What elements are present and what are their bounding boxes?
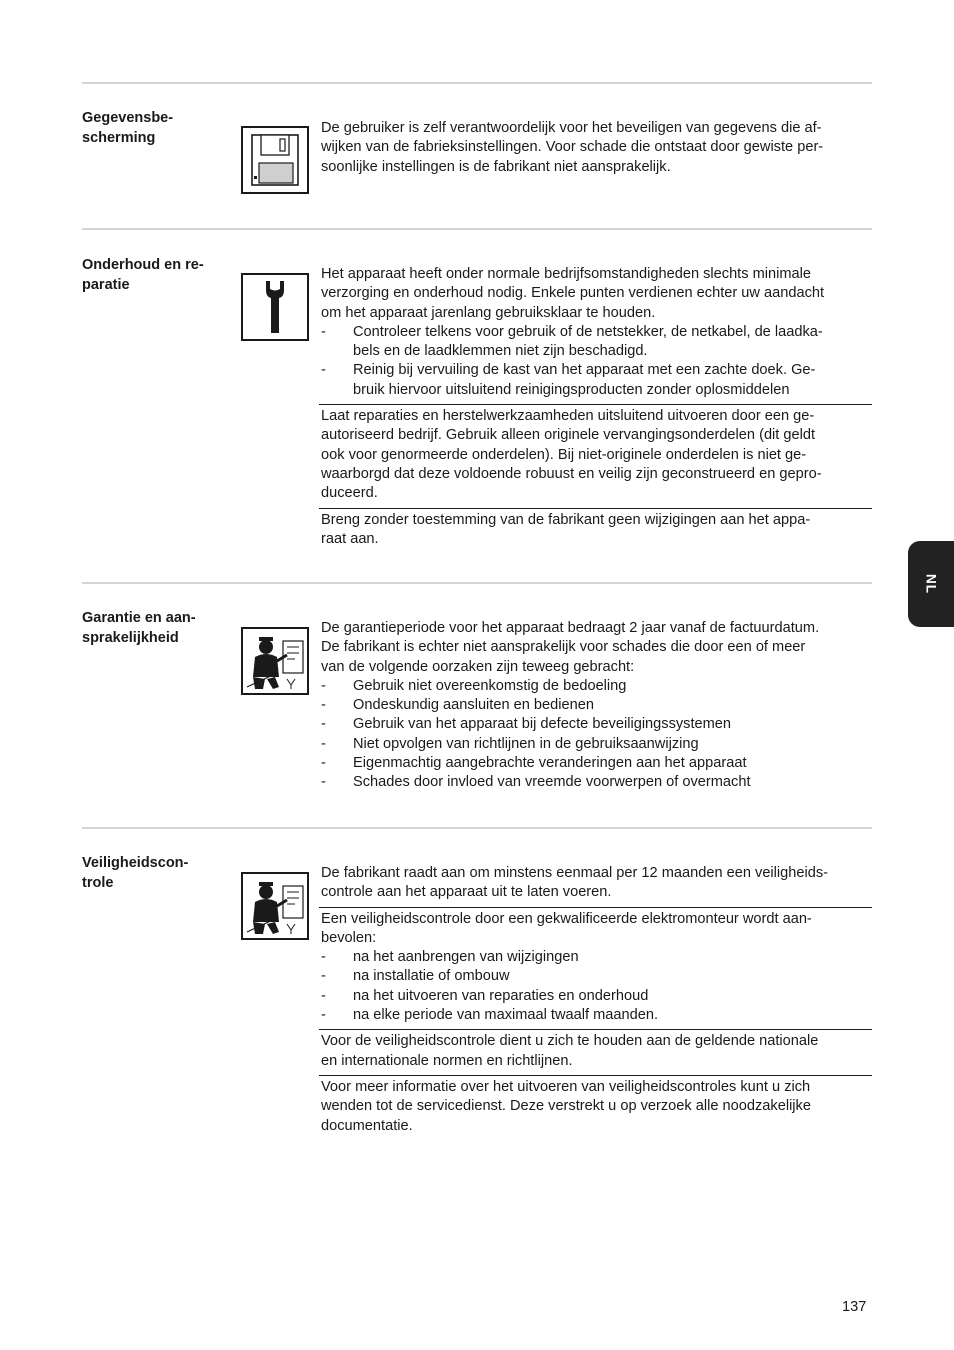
list-item: - na installatie of ombouw (321, 968, 510, 985)
list-item: - Ondeskundig aansluiten en bedienen (321, 697, 594, 714)
paragraph: Het apparaat heeft onder normale bedrijfsomstandigheden slechts minimale verzorging en onderhoud nodig. Enkele punten verdienen echter uw aandacht om het apparaat jarenlang gebruiksklaar te houden. - Controleer telkens voor gebruik of de netstekker, de netkabel, de laadka- bels en de laadklemmen niet zijn beschadigd. - Reinig bij vervuiling de kast van het apparaat met een zachte doek. Ge- bruik hiervoor uitsluitend reinigingsproducten zonder oplosmiddelen (319, 265, 872, 400)
paragraph: Voor de veiligheidscontrole dient u zich te houden aan de geldende nationale en internationale normen en richtlijnen. (319, 1029, 872, 1071)
section-heading-warranty: Garantie en aan- sprakelijkheid (82, 610, 196, 646)
section-body-warranty (319, 619, 872, 793)
section-heading-data-protection: Gegevensbe- scherming (82, 110, 174, 146)
section-body-data-protection (319, 119, 872, 177)
list-item: - Gebruik van het apparaat bij defecte beveiligingssystemen (321, 716, 732, 733)
list-item: - Reinig bij vervuiling de kast van het apparaat met een zachte doek. Ge- bruik hiervoor uitsluitend reinigingsproducten zonder oplosmiddelen (321, 362, 816, 398)
paragraph: De garantieperiode voor het apparaat bedraagt 2 jaar vanaf de factuurdatum. De fabrikant is echter niet aansprakelijk voor schades die door een of meer van de volgende oorzaken zijn teweeg gebracht: - Gebruik niet overeenkomstig de bedoeling - Ondeskundig aansluiten en bedienen - Gebruik van het apparaat bij defecte beveiligingssystemen - Niet opvolgen van richtlijnen in de gebruiksaanwijzing - Eigenmachtig aangebrachte veranderingen aan het apparaat - Schades door invloed van vreemde voorwerpen of overmacht (319, 619, 872, 793)
list-item: - na het aanbrengen van wijzigingen (321, 949, 579, 966)
list-item: - Niet opvolgen van richtlijnen in de gebruiksaanwijzing (321, 735, 699, 752)
section-heading-safety-inspection: Veiligheidscon- trole (82, 855, 189, 891)
paragraph: De gebruiker is zelf verantwoordelijk voor het beveiligen van gegevens die af- wijken van de fabrieksinstellingen. Voor schade die ontstaat door gewiste per- soonlijke instellingen is de fabrikant niet aansprakelijk. (321, 120, 824, 175)
page-number: 137 (842, 1299, 867, 1315)
list-item: - na elke periode van maximaal twaalf maanden. (321, 1007, 659, 1024)
paragraph: Voor meer informatie over het uitvoeren van veiligheidscontroles kunt u zich wenden tot de servicedienst. Deze verstrekt u op verzoek alle noodzakelijke documentatie. (319, 1075, 872, 1136)
paragraph: Breng zonder toestemming van de fabrikant geen wijzigingen aan het appa- raat aan. (319, 508, 872, 550)
technician-icon (241, 627, 309, 695)
section-divider (82, 228, 872, 230)
language-tab-label: NL (923, 574, 939, 594)
list-item: - Schades door invloed van vreemde voorwerpen of overmacht (321, 774, 751, 791)
list-item: - Controleer telkens voor gebruik of de netstekker, de netkabel, de laadka- bels en de laadklemmen niet zijn beschadigd. (321, 323, 823, 360)
list-item: - na het uitvoeren van reparaties en onderhoud (321, 987, 649, 1004)
floppy-disk-icon (241, 126, 309, 194)
section-heading-maintenance: Onderhoud en re- paratie (82, 257, 204, 293)
section-body-safety-inspection (319, 864, 872, 1136)
section-divider (82, 827, 872, 829)
list-item: - Eigenmachtig aangebrachte veranderingen aan het apparaat (321, 755, 747, 772)
paragraph: Een veiligheidscontrole door een gekwalificeerde elektromonteur wordt aan- bevolen: - na het aanbrengen van wijzigingen - na installatie of ombouw - na het uitvoeren van reparaties en onderhoud - na elke periode van maximaal twaalf maanden. (319, 907, 872, 1026)
technician-icon (241, 872, 309, 940)
list-item: - Gebruik niet overeenkomstig de bedoeling (321, 677, 627, 694)
section-divider (82, 82, 872, 84)
paragraph: De fabrikant raadt aan om minstens eenmaal per 12 maanden een veiligheids- controle aan het apparaat uit te laten voeren. (321, 865, 829, 901)
section-divider (82, 582, 872, 584)
section-body-maintenance (319, 265, 872, 549)
paragraph: Laat reparaties en herstelwerkzaamheden uitsluitend uitvoeren door een ge- autoriseerd bedrijf. Gebruik alleen originele vervangingsonderdelen (dit geldt ook voor genormeerde onderdelen). Bij niet-originele onderdelen is niet ge- waarborgd dat deze voldoende robuust en veilig zijn geconstrueerd en gepro- duceerd. (319, 404, 872, 503)
wrench-icon (241, 273, 309, 341)
language-tab (908, 541, 954, 627)
